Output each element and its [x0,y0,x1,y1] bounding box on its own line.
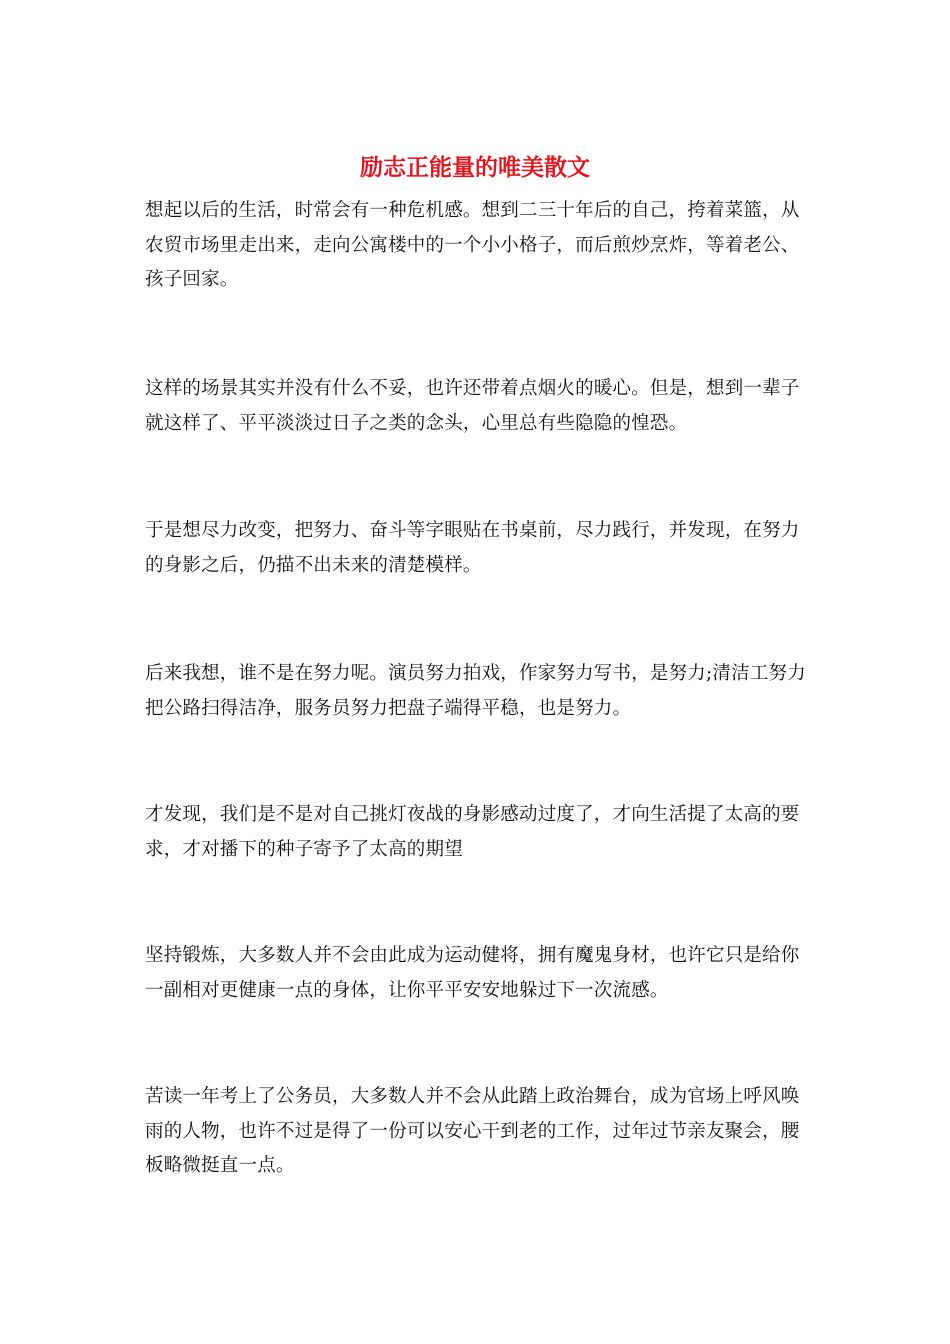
paragraph-3: 于是想尽力改变，把努力、奋斗等字眼贴在书桌前，尽力践行，并发现，在努力的身影之后，仍描不出未来的清楚模样。 [145,520,800,576]
paragraph-1: 想起以后的生活，时常会有一种危机感。想到二三十年后的自己，挎着菜篮，从农贸市场里走出来，走向公寓楼中的一个小小格子，而后煎炒烹炸，等着老公、孩子回家。 [145,200,800,290]
paragraph-6: 坚持锻炼，大多数人并不会由此成为运动健将，拥有魔鬼身材，也许它只是给你一副相对更健康一点的身体，让你平平安安地躲过下一次流感。 [145,945,800,1001]
paragraph-2: 这样的场景其实并没有什么不妥，也许还带着点烟火的暖心。但是，想到一辈子就这样了、平平淡淡过日子之类的念头，心里总有些隐隐的惶恐。 [145,378,800,434]
paragraph-5: 才发现，我们是不是对自己挑灯夜战的身影感动过度了，才向生活提了太高的要求，才对播下的种子寄予了太高的期望 [145,804,800,860]
paragraph-4: 后来我想，谁不是在努力呢。演员努力拍戏，作家努力写书，是努力;清洁工努力把公路扫得洁净，服务员努力把盘子端得平稳，也是努力。 [145,663,806,719]
paragraph-7: 苦读一年考上了公务员，大多数人并不会从此踏上政治舞台，成为官场上呼风唤雨的人物，也许不过是得了一份可以安心干到老的工作，过年过节亲友聚会，腰板略微挺直一点。 [145,1086,800,1176]
document-title: 励志正能量的唯美散文 [360,154,590,181]
